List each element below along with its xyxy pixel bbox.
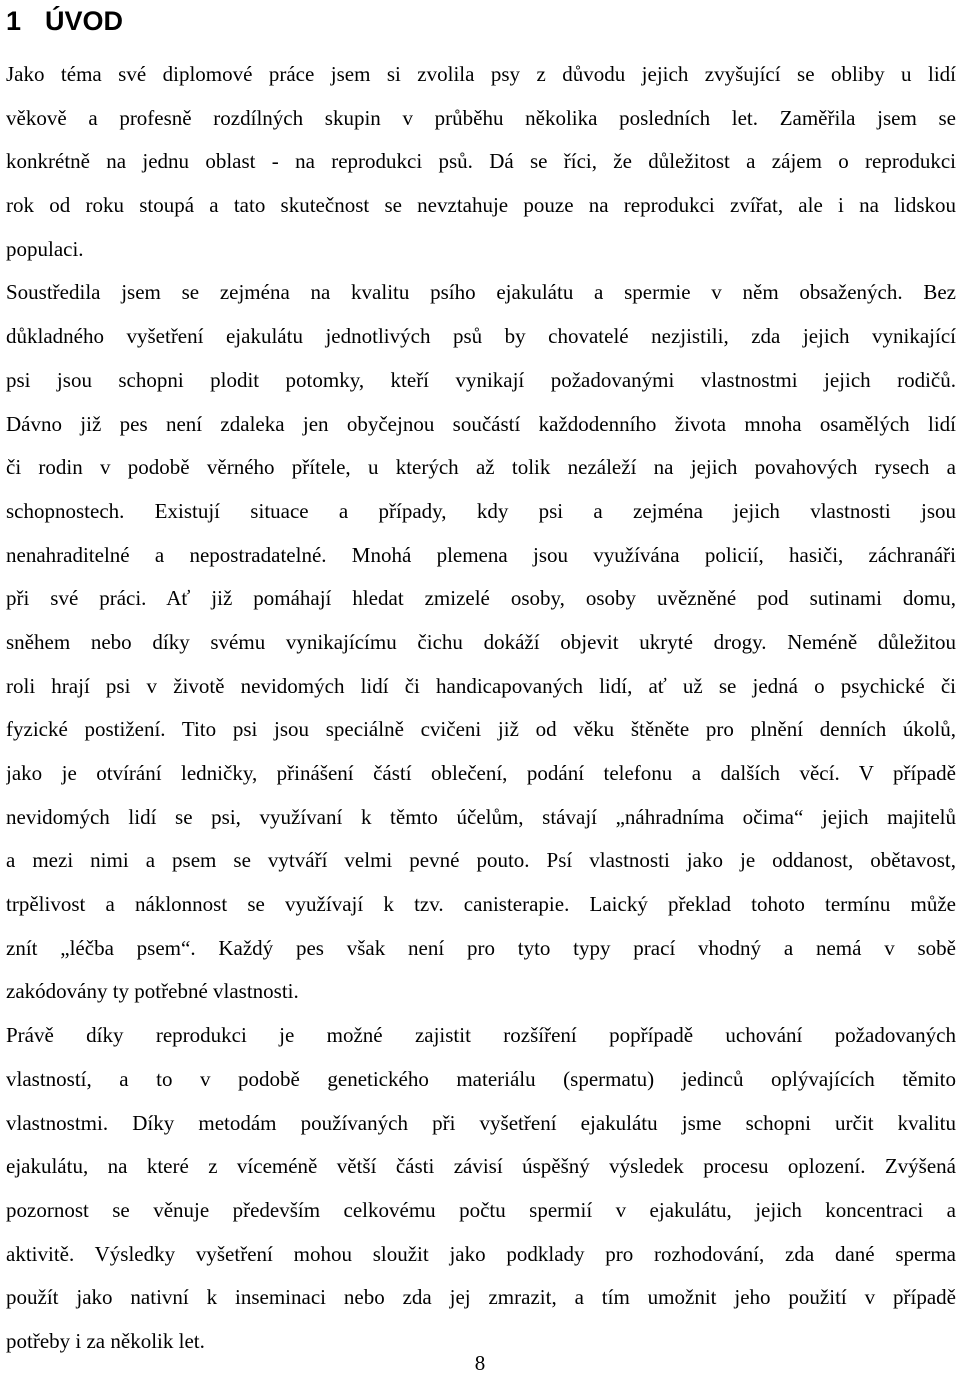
text-line: věkově a profesně rozdílných skupin v průběhu několika posledních let. Zaměřila jsem se [6,105,956,130]
text-line: Právě díky reprodukci je možné zajistit rozšíření popřípadě uchování požadovaných [6,1023,956,1048]
text-line: pozornost se věnuje především celkovému počtu spermií v ejakulátu, jejich koncentraci a [6,1197,956,1222]
text-line: při své práci. Ať již pomáhají hledat zmizelé osoby, osoby uvězněné pod sutinami domu, [6,586,956,611]
text-line: sněhem nebo díky svému vynikajícímu čichu dokáží objevit ukryté drogy. Neméně důležitou [6,629,956,654]
text-line: či rodin v podobě věrného přítele, u kterých až tolik nezáleží na jejich povahových rysech a [6,455,956,480]
chapter-title: ÚVOD [45,6,124,36]
page-number: 8 [474,1351,486,1375]
text-line: schopnostech. Existují situace a případy, kdy psi a zejména jejich vlastnosti jsou [6,498,956,523]
text-line: nevidomých lidí se psi, využívaní k těmto účelům, stávají „náhradníma očima“ jejich majitelů [6,804,956,829]
text-line: Dávno již pes není zdaleka jen obyčejnou součástí každodenního života mnoha osamělých lidí [6,411,956,436]
text-line: nenahraditelné a nepostradatelné. Mnohá plemena jsou využívána policií, hasiči, záchranáři [6,542,956,567]
text-line: psi jsou schopni plodit potomky, kteří vynikají požadovanými vlastnostmi jejich rodičů. [6,367,956,392]
text-line: konkrétně na jednu oblast - na reprodukci psů. Dá se říci, že důležitost a zájem o reprodukci [6,149,956,174]
text-line: zakódovány ty potřebné vlastnosti. [6,979,299,1004]
text-line: trpělivost a náklonnost se využívají k tzv. canisterapie. Laický překlad tohoto termínu může [6,892,956,917]
text-line: použít jako nativní k inseminaci nebo zda jej zmrazit, a tím umožnit jeho použití v případě [6,1285,956,1310]
text-line: aktivitě. Výsledky vyšetření mohou sloužit jako podklady pro rozhodování, zda dané sperma [6,1241,956,1266]
text-line: a mezi nimi a psem se vytváří velmi pevné pouto. Psí vlastnosti jako je oddanost, obětavost, [6,848,956,873]
text-line: vlastnostmi. Díky metodám používaných při vyšetření ejakulátu jsme schopni určit kvalitu [6,1110,956,1135]
text-line: potřeby i za několik let. [6,1328,205,1353]
body-text [6,53,956,1364]
chapter-heading [6,4,123,38]
text-line: znít „léčba psem“. Každý pes však není pro tyto typy prací vhodný a nemá v sobě [6,935,956,960]
text-line: rok od roku stoupá a tato skutečnost se nevztahuje pouze na reprodukci zvířat, ale i na lidskou [6,193,956,218]
chapter-number: 1 [6,6,22,36]
text-line: Soustředila jsem se zejména na kvalitu psího ejakulátu a spermie v něm obsažených. Bez [6,280,956,305]
text-line: roli hrají psi v životě nevidomých lidí či handicapovaných lidí, ať už se jedná o psychické či [6,673,956,698]
text-line: vlastností, a to v podobě genetického materiálu (spermatu) jedinců oplývajících těmito [6,1066,956,1091]
text-line: ejakulátu, na které z víceméně větší části závisí úspěšný výsledek procesu oplození. Zvýšená [6,1154,956,1179]
text-line: populaci. [6,236,84,261]
text-line: důkladného vyšetření ejakulátu jednotlivých psů by chovatelé nezjistili, zda jejich vynikající [6,324,956,349]
text-line: Jako téma své diplomové práce jsem si zvolila psy z důvodu jejich zvyšující se obliby u lidí [6,62,956,86]
text-line: jako je otvírání ledničky, přinášení částí oblečení, podání telefonu a dalších věcí. V případě [6,761,956,785]
text-line: fyzické postižení. Tito psi jsou speciálně cvičeni již od věku štěněte pro plnění denních úkolů, [6,717,956,742]
